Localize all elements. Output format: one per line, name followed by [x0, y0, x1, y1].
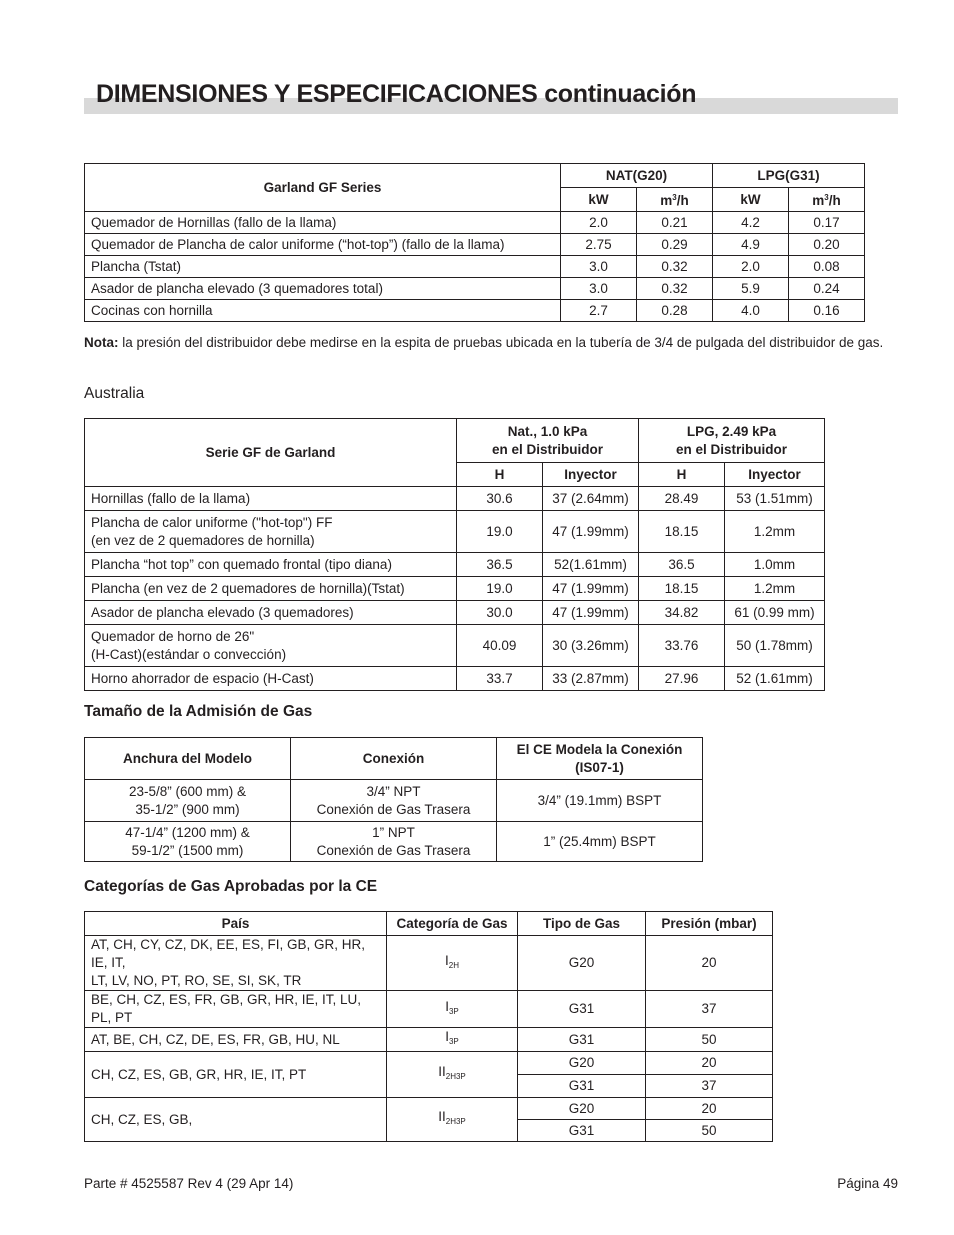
value-cell: 0.32 — [637, 278, 713, 300]
appliance-name — [85, 625, 457, 667]
table-row — [85, 625, 825, 667]
nat-line2: en el Distribuidor — [492, 441, 604, 457]
gas-type-header: Tipo de Gas — [518, 912, 646, 936]
country-list: CH, CZ, ES, GB, GR, HR, IE, IT, PT — [85, 1052, 387, 1098]
value-cell: 61 (0.99 mm) — [725, 601, 825, 625]
value-cell: 47 (1.99mm) — [543, 511, 639, 553]
australia-heading: Australia — [84, 385, 145, 402]
footer-part-number: Parte # 4525587 Rev 4 (29 Apr 14) — [84, 1176, 294, 1191]
table-row — [85, 780, 703, 822]
connection-line1: 3/4” NPT — [366, 783, 421, 799]
value-cell: 4.2 — [713, 212, 789, 234]
value-cell: 30.0 — [457, 601, 543, 625]
appliance-line1: Plancha de calor uniforme ("hot-top") FF — [91, 514, 333, 530]
value-cell: 2.75 — [561, 234, 637, 256]
value-cell: 3.0 — [561, 256, 637, 278]
appliance-line1: Plancha (en vez de 2 quemadores de hornilla)(Tstat) — [91, 580, 405, 596]
country-list: BE, CH, CZ, ES, FR, GB, GR, HR, IE, IT, LU, PL, PT — [85, 991, 387, 1028]
model-width-cell — [85, 780, 291, 822]
country-header: País — [85, 912, 387, 936]
table-row — [85, 487, 825, 511]
m3h-sup: 3 — [672, 193, 677, 202]
pressure-value: 20 — [646, 1098, 773, 1120]
table-row — [85, 577, 825, 601]
kw-header: kW — [713, 188, 789, 212]
value-cell: 33.7 — [457, 667, 543, 691]
appliance-line1: Horno ahorrador de espacio (H-Cast) — [91, 670, 314, 686]
manifold-pressure-note — [84, 332, 902, 354]
category-subscript: 2H — [448, 960, 459, 970]
value-cell: 30 (3.26mm) — [543, 625, 639, 667]
pressure-value: 37 — [646, 1075, 773, 1098]
table-row — [85, 936, 773, 991]
gf-series-table — [84, 163, 865, 322]
burner-name: Plancha (Tstat) — [85, 256, 561, 278]
appliance-line1: Asador de plancha elevado (3 quemadores) — [91, 604, 354, 620]
burner-name: Quemador de Plancha de calor uniforme (“hot-top”) (fallo de la llama) — [85, 234, 561, 256]
value-cell: 2.7 — [561, 300, 637, 322]
gas-category — [387, 1052, 518, 1098]
width-line1: 47-1/4” (1200 mm) & — [125, 824, 250, 840]
value-cell: 0.28 — [637, 300, 713, 322]
page-title: DIMENSIONES Y ESPECIFICACIONES continuación — [96, 80, 697, 108]
burner-name: Asador de plancha elevado (3 quemadores total) — [85, 278, 561, 300]
value-cell: 47 (1.99mm) — [543, 577, 639, 601]
category-base: I — [445, 952, 449, 968]
connection-line2: Conexión de Gas Trasera — [316, 842, 471, 858]
model-width-header: Anchura del Modelo — [85, 738, 291, 780]
pressure-value: 50 — [646, 1028, 773, 1052]
m3h-base: m — [812, 193, 825, 208]
value-cell: 0.32 — [637, 256, 713, 278]
gas-category — [387, 991, 518, 1028]
table-row — [85, 234, 865, 256]
nat-line1: Nat., 1.0 kPa — [507, 423, 588, 439]
injector-header: Inyector — [543, 463, 639, 487]
h-header: H — [639, 463, 725, 487]
burner-name: Quemador de Hornillas (fallo de la llama) — [85, 212, 561, 234]
category-base: II — [438, 1109, 446, 1124]
lpg-pressure-header — [639, 419, 825, 463]
connection-line2: Conexión de Gas Trasera — [316, 801, 471, 817]
value-cell: 47 (1.99mm) — [543, 601, 639, 625]
value-cell: 0.24 — [789, 278, 865, 300]
h-header: H — [457, 463, 543, 487]
value-cell: 0.21 — [637, 212, 713, 234]
ce-connection-header — [497, 738, 703, 780]
gas-type: G31 — [518, 1075, 646, 1098]
value-cell: 19.0 — [457, 577, 543, 601]
value-cell: 0.16 — [789, 300, 865, 322]
value-cell: 52(1.61mm) — [543, 553, 639, 577]
ce-connection-cell: 1” (25.4mm) BSPT — [497, 822, 703, 862]
value-cell: 0.29 — [637, 234, 713, 256]
gas-intake-heading: Tamaño de la Admisión de Gas — [84, 703, 313, 720]
category-base: I — [445, 1029, 449, 1044]
category-subscript: 2H3P — [445, 1072, 466, 1081]
table-row — [85, 822, 703, 862]
connection-header: Conexión — [291, 738, 497, 780]
appliance-name — [85, 667, 457, 691]
ce-categories-table — [84, 911, 773, 1142]
table-row — [85, 553, 825, 577]
value-cell: 33.76 — [639, 625, 725, 667]
category-header: Categoría de Gas — [387, 912, 518, 936]
lpg-line2: en el Distribuidor — [676, 441, 788, 457]
connection-cell — [291, 780, 497, 822]
connection-cell — [291, 822, 497, 862]
value-cell: 30.6 — [457, 487, 543, 511]
gas-category — [387, 936, 518, 991]
value-cell: 2.0 — [561, 212, 637, 234]
country-line2: LT, LV, NO, PT, RO, SE, SI, SK, TR — [91, 973, 302, 988]
value-cell: 0.08 — [789, 256, 865, 278]
width-line1: 23-5/8” (600 mm) & — [128, 783, 247, 799]
table-row — [85, 1098, 773, 1120]
table-row — [85, 300, 865, 322]
country-list — [85, 936, 387, 991]
pressure-value: 20 — [646, 936, 773, 991]
value-cell: 1.2mm — [725, 511, 825, 553]
table-row — [85, 601, 825, 625]
connection-line1: 1” NPT — [372, 824, 415, 840]
m3h-base: m — [660, 193, 673, 208]
value-cell: 52 (1.61mm) — [725, 667, 825, 691]
australia-table — [84, 418, 825, 691]
m3h-header — [789, 188, 865, 212]
gas-type: G20 — [518, 936, 646, 991]
footer-page-number: Página 49 — [837, 1176, 898, 1191]
value-cell: 18.15 — [639, 577, 725, 601]
value-cell: 3.0 — [561, 278, 637, 300]
category-base: I — [445, 998, 449, 1014]
appliance-line1: Hornillas (fallo de la llama) — [91, 490, 251, 506]
m3h-tail: /h — [828, 193, 841, 208]
value-cell: 5.9 — [713, 278, 789, 300]
value-cell: 53 (1.51mm) — [725, 487, 825, 511]
series-header: Garland GF Series — [85, 164, 561, 212]
pressure-value: 20 — [646, 1052, 773, 1075]
appliance-name — [85, 553, 457, 577]
gas-intake-table — [84, 737, 703, 862]
country-list: CH, CZ, ES, GB, — [85, 1098, 387, 1142]
nat-pressure-header — [457, 419, 639, 463]
table-row — [85, 511, 825, 553]
m3h-sup: 3 — [824, 193, 829, 202]
value-cell: 37 (2.64mm) — [543, 487, 639, 511]
model-width-cell — [85, 822, 291, 862]
burner-name: Cocinas con hornilla — [85, 300, 561, 322]
appliance-line1: Quemador de horno de 26" — [91, 628, 255, 644]
value-cell: 4.0 — [713, 300, 789, 322]
m3h-header — [637, 188, 713, 212]
gas-type: G31 — [518, 1028, 646, 1052]
value-cell: 4.9 — [713, 234, 789, 256]
m3h-tail: /h — [676, 193, 689, 208]
gas-category — [387, 1098, 518, 1142]
appliance-name — [85, 487, 457, 511]
value-cell: 1.0mm — [725, 553, 825, 577]
value-cell: 19.0 — [457, 511, 543, 553]
table-row — [85, 256, 865, 278]
value-cell: 0.17 — [789, 212, 865, 234]
table-row — [85, 667, 825, 691]
kw-header: kW — [561, 188, 637, 212]
ce-categories-heading: Categorías de Gas Aprobadas por la CE — [84, 878, 378, 895]
table-row — [85, 991, 773, 1028]
value-cell: 50 (1.78mm) — [725, 625, 825, 667]
width-line2: 59-1/2” (1500 mm) — [131, 842, 244, 858]
table-row — [85, 1052, 773, 1075]
value-cell: 0.20 — [789, 234, 865, 256]
value-cell: 34.82 — [639, 601, 725, 625]
value-cell: 36.5 — [457, 553, 543, 577]
nat-header: NAT(G20) — [561, 164, 713, 188]
value-cell: 36.5 — [639, 553, 725, 577]
value-cell: 27.96 — [639, 667, 725, 691]
category-base: II — [438, 1064, 446, 1079]
injector-header: Inyector — [725, 463, 825, 487]
appliance-name — [85, 577, 457, 601]
gas-category — [387, 1028, 518, 1052]
country-list: AT, BE, CH, CZ, DE, ES, FR, GB, HU, NL — [85, 1028, 387, 1052]
appliance-name — [85, 511, 457, 553]
lpg-line1: LPG, 2.49 kPa — [686, 423, 777, 439]
appliance-line2: (en vez de 2 quemadores de hornilla) — [91, 532, 315, 548]
category-subscript: 3P — [448, 1037, 459, 1046]
value-cell: 40.09 — [457, 625, 543, 667]
category-subscript: 2H3P — [445, 1117, 466, 1126]
gas-type: G20 — [518, 1052, 646, 1075]
note-text: la presión del distribuidor debe medirse en la espita de pruebas ubicada en la tubería de 3/4 de pulgada del distribuidor de gas. — [118, 335, 884, 350]
value-cell: 28.49 — [639, 487, 725, 511]
table-row — [85, 212, 865, 234]
value-cell: 2.0 — [713, 256, 789, 278]
value-cell: 18.15 — [639, 511, 725, 553]
series-header: Serie GF de Garland — [85, 419, 457, 487]
ce-connection-cell: 3/4” (19.1mm) BSPT — [497, 780, 703, 822]
width-line2: 35-1/2” (900 mm) — [135, 801, 240, 817]
ce-header-line1: El CE Modela la Conexión — [516, 741, 683, 757]
pressure-value: 50 — [646, 1120, 773, 1142]
appliance-line2: (H-Cast)(estándar o convección) — [91, 646, 287, 662]
country-line1: AT, CH, CY, CZ, DK, EE, ES, FI, GB, GR, HR, IE, IT, — [91, 937, 366, 970]
value-cell: 33 (2.87mm) — [543, 667, 639, 691]
pressure-value: 37 — [646, 991, 773, 1028]
note-label: Nota: — [84, 335, 119, 350]
gas-type: G31 — [518, 1120, 646, 1142]
category-subscript: 3P — [448, 1006, 459, 1016]
table-row — [85, 278, 865, 300]
appliance-name — [85, 601, 457, 625]
pressure-header: Presión (mbar) — [646, 912, 773, 936]
gas-type: G31 — [518, 991, 646, 1028]
table-row — [85, 1028, 773, 1052]
lpg-header: LPG(G31) — [713, 164, 865, 188]
gas-type: G20 — [518, 1098, 646, 1120]
value-cell: 1.2mm — [725, 577, 825, 601]
appliance-line1: Plancha “hot top” con quemado frontal (tipo diana) — [91, 556, 392, 572]
ce-header-line2: (IS07-1) — [575, 759, 624, 775]
